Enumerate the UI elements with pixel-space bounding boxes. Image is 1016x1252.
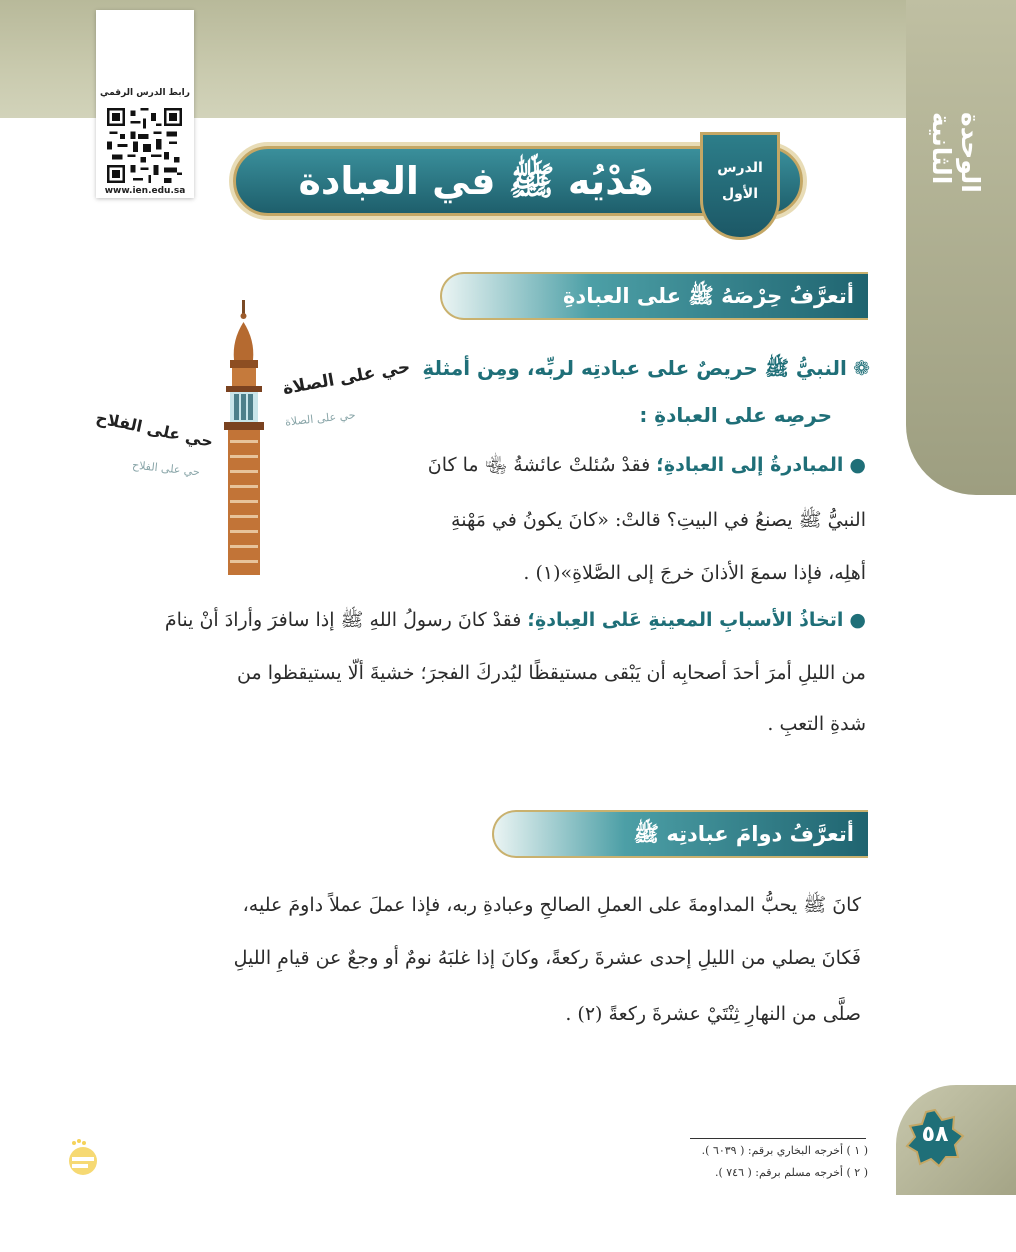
bullet-icon: ● <box>849 454 866 476</box>
bullet1-title: المبادرةُ إلى العبادةِ؛ <box>656 454 844 476</box>
flower-icon: ❁ <box>853 356 870 380</box>
lesson-number-tab <box>700 132 780 240</box>
bullet2-line3: شدةِ التعبِ . <box>767 713 866 735</box>
section2-line2: فَكانَ يصلي من الليلِ إحدى عشرةَ ركعةً، وكانَ إذا غلبَهُ نومٌ أو وجعٌ عن قيامِ الليلِ <box>233 947 861 969</box>
bullet2-line2: من الليلِ أمرَ أحدَ أصحابِه أن يَبْقى مستيقظًا ليُدركَ الفجرَ؛ خشيةَ ألّا يستيقظوا من <box>237 662 866 684</box>
section2-heading: أتعرَّفُ دوامَ عبادتِه ﷺ <box>633 822 854 846</box>
lesson-tab-line2: الأول <box>721 186 759 202</box>
bullet1-line1: ● المبادرةُ إلى العبادةِ؛ فقدْ سُئلتْ عائشةُ ﵄ ما كانَ <box>427 454 866 476</box>
minaret-caption-1: حي على الصلاة <box>281 356 412 400</box>
lesson-title: هَدْيُه ﷺ في العبادة <box>298 159 654 203</box>
qr-title: رابط الدرس الرقمي <box>100 88 190 98</box>
minaret-illustration <box>214 300 274 575</box>
minaret-caption-2: حي على الفلاح <box>94 407 215 452</box>
footnote-1: ( ١ ) أخرجه البخاري برقم: ( ٦٠٣٩ ). <box>701 1144 868 1157</box>
section1-intro-line1: ❁ النبيُّ ﷺ حريصٌ على عبادتِه لربِّه، ومِن أمثلةِ <box>422 356 870 380</box>
unit-label: الوحدة الثانية <box>927 112 985 193</box>
ministry-logo-icon <box>60 1135 106 1181</box>
qr-card[interactable] <box>96 10 194 198</box>
bullet1-line3: أهلِه، فإذا سمعَ الأذانَ خرجَ إلى الصَّلاةِ»(١) . <box>523 562 866 584</box>
section1-heading-bar <box>440 272 868 320</box>
qr-url[interactable]: www.ien.edu.sa <box>104 186 186 196</box>
section2-line1: كانَ ﷺ يحبُّ المداومةَ على العملِ الصالحِ وعبادةِ ربه، فإذا عملَ عملاً داومَ عليه، <box>242 894 861 916</box>
page-number: ٥٨ <box>921 1122 949 1147</box>
bullet2-title: اتخاذُ الأسبابِ المعينةِ عَلى العِبادةِ؛ <box>527 609 844 631</box>
section2-heading-bar <box>492 810 868 858</box>
bullet1-line2: النبيُّ ﷺ يصنعُ في البيتِ؟ قالتْ: «كانَ يكونُ في مَهْنةِ <box>451 509 866 531</box>
section2-line3: صلَّى من النهارِ ثِنْتَيْ عشرةَ ركعةً (٢) . <box>565 1003 861 1025</box>
bullet-icon: ● <box>849 609 866 631</box>
minaret-caption-1-ghost: حي على الصلاة <box>284 408 357 429</box>
footnote-divider <box>690 1138 866 1139</box>
lesson-tab-line1: الدرس <box>717 160 763 176</box>
minaret-caption-2-ghost: حي على الفلاح <box>131 458 201 479</box>
bullet2-line1: ● اتخاذُ الأسبابِ المعينةِ عَلى العِبادةِ؛ فقدْ كانَ رسولُ اللهِ ﷺ إذا سافرَ وأرادَ أنْ ينامَ <box>164 609 866 631</box>
qr-code-icon[interactable] <box>103 108 186 183</box>
section1-intro-line2: حرصِه على العبادةِ : <box>639 403 832 427</box>
footnote-2: ( ٢ ) أخرجه مسلم برقم: ( ٧٤٦ ). <box>714 1166 868 1179</box>
section1-heading: أتعرَّفُ حِرْصَهُ ﷺ على العبادةِ <box>563 284 854 308</box>
